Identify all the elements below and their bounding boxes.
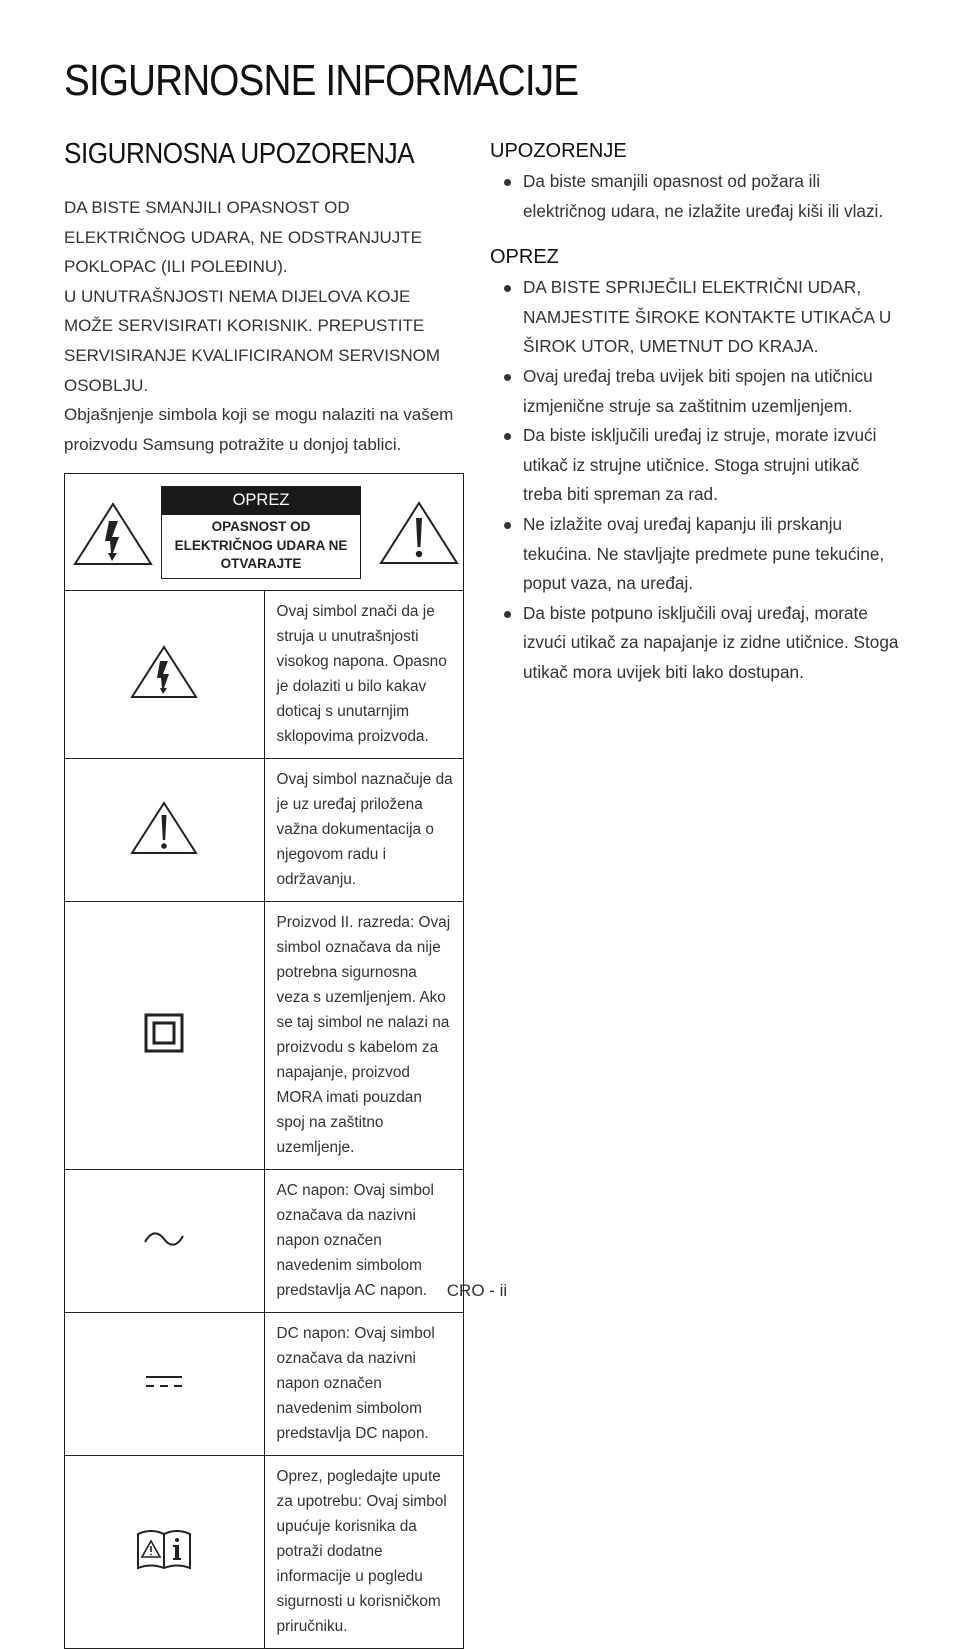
list-item: Da biste smanjili opasnost od požara ili električnog udara, ne izlažite uređaj kiši ili vlazi. xyxy=(490,167,900,226)
exclamation-triangle-icon xyxy=(129,800,199,856)
double-square-icon xyxy=(144,1013,184,1053)
caution-label-box xyxy=(161,486,361,579)
row-description: Ovaj simbol znači da je struja u unutrašnjosti visokog napona. Opasno je dolaziti u bilo kakav doticaj s unutarnjim sklopovima proizvoda. xyxy=(264,591,464,759)
oprez-list xyxy=(490,273,900,687)
table-row xyxy=(65,1313,464,1456)
row-description: AC napon: Ovaj simbol označava da nazivni napon označen navedenim simbolom predstavlja AC napon. xyxy=(264,1170,464,1313)
manual-book-icon xyxy=(135,1528,193,1572)
section-title: SIGURNOSNA UPOZORENJA xyxy=(64,138,415,170)
lightning-triangle-icon xyxy=(129,644,199,700)
row-description: Proizvod II. razreda: Ovaj simbol označava da nije potrebna sigurnosna veza s uzemljenjem. Ako se taj simbol ne nalazi na proizvodu s kabelom za napajanje, proizvod MORA imati pouzdan spoj na zaštitno uzemljenje. xyxy=(264,902,464,1170)
table-row xyxy=(65,591,464,759)
page-number: CRO - ii xyxy=(446,1281,508,1300)
row-description: DC napon: Ovaj simbol označava da nazivni napon označen navedenim simbolom predstavlja DC napon. xyxy=(264,1313,464,1456)
intro-paragraph: DA BISTE SMANJILI OPASNOST OD ELEKTRIČNOG UDARA, NE ODSTRANJUJTE POKLOPAC (ILI POLEĐINU). xyxy=(64,198,422,277)
dc-lines-icon xyxy=(144,1372,184,1392)
list-item: Ovaj uređaj treba uvijek biti spojen na utičnicu izmjenične struje sa zaštitnim uzemljenjem. xyxy=(490,362,900,421)
lightning-triangle-icon xyxy=(72,501,154,567)
right-column xyxy=(490,140,900,688)
upozorenje-list xyxy=(490,167,900,226)
list-item: Ne izlažite ovaj uređaj kapanju ili prskanju tekućina. Ne stavljajte predmete pune tekućine, poput vaza, na uređaj. xyxy=(490,510,900,599)
oprez-block xyxy=(490,246,900,687)
table-row xyxy=(65,902,464,1170)
symbol-table xyxy=(64,473,464,1649)
row-description: Ovaj simbol naznačuje da je uz uređaj priložena važna dokumentacija o njegovom radu i održavanju. xyxy=(264,759,464,902)
row-description: Oprez, pogledajte upute za upotrebu: Ovaj simbol upućuje korisnika da potraži dodatne informacije u pogledu sigurnosti u korisničkom priručniku. xyxy=(264,1456,464,1649)
list-item: Da biste potpuno isključili ovaj uređaj, morate izvući utikač za napajanje iz zidne utičnice. Stoga utikač mora uvijek biti lako dostupan. xyxy=(490,599,900,688)
table-header-row xyxy=(65,474,464,591)
oprez-title: OPREZ xyxy=(490,246,559,269)
ac-wave-icon xyxy=(143,1229,185,1249)
upozorenje-block xyxy=(490,140,900,226)
intro-paragraph: Objašnjenje simbola koji se mogu nalaziti na vašem proizvodu Samsung potražite u donjoj tablici. xyxy=(64,405,454,454)
page-title: SIGURNOSNE INFORMACIJE xyxy=(64,56,579,105)
intro-paragraph: U UNUTRAŠNJOSTI NEMA DIJELOVA KOJE MOŽE SERVISIRATI KORISNIK. PREPUSTITE SERVISIRANJE KVALIFICIRANOM SERVISNOM OSOBLJU. xyxy=(64,286,440,395)
intro-text xyxy=(64,193,464,459)
left-column xyxy=(64,138,464,459)
upozorenje-title: UPOZORENJE xyxy=(490,140,627,162)
exclamation-triangle-icon xyxy=(378,500,460,566)
list-item: Da biste isključili uređaj iz struje, morate izvući utikač iz strujne utičnice. Stoga strujni utikač treba biti spreman za rad. xyxy=(490,421,900,510)
table-row xyxy=(65,759,464,902)
list-item: DA BISTE SPRIJEČILI ELEKTRIČNI UDAR, NAMJESTITE ŠIROKE KONTAKTE UTIKAČA U ŠIROK UTOR, UMETNUT DO KRAJA. xyxy=(490,273,900,362)
caution-subtext: OPASNOST OD ELEKTRIČNOG UDARA NE OTVARAJTE xyxy=(174,519,348,571)
caution-label: OPREZ xyxy=(162,487,360,515)
table-row xyxy=(65,1456,464,1649)
